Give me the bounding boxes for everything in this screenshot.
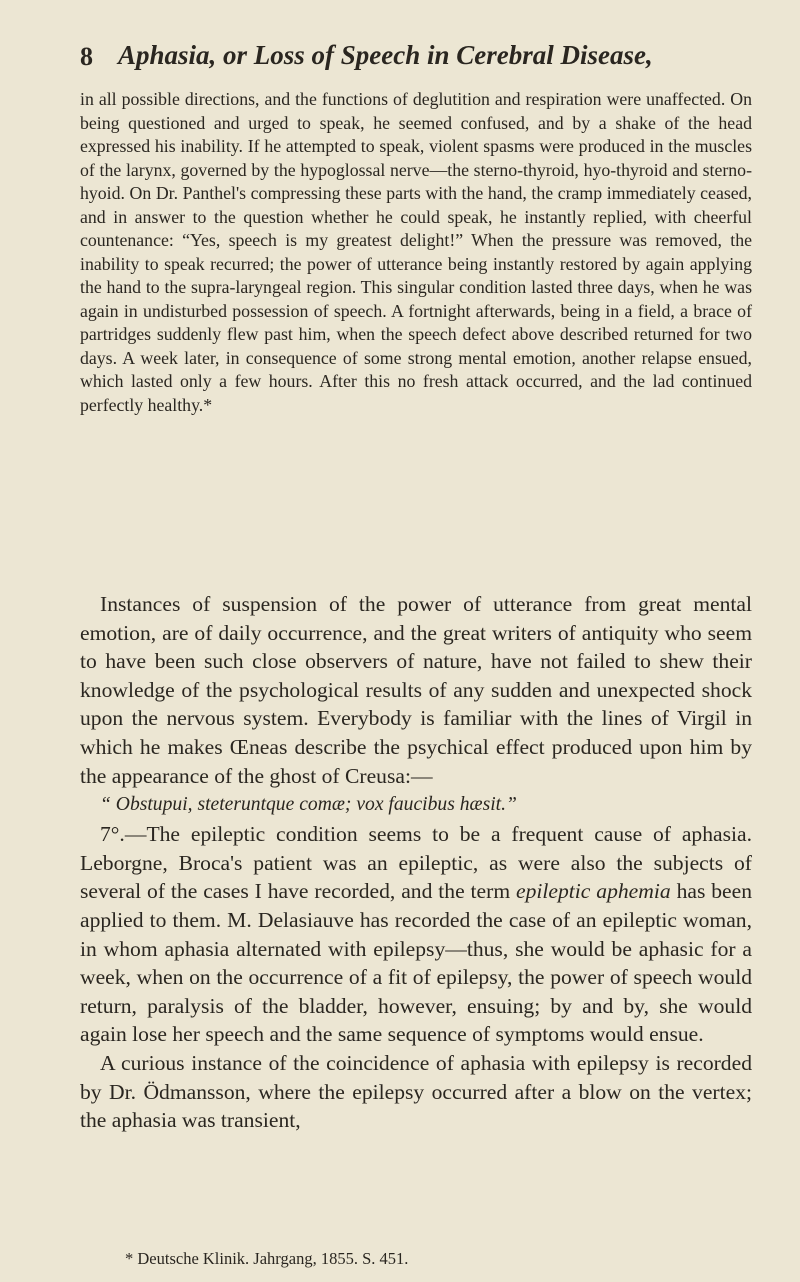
paragraph-epileptic-condition xyxy=(80,820,752,1049)
paragraph-curious-instance: A curious instance of the coincidence of aphasia with epilepsy is recorded by Dr. Ödmansson, where the epilepsy occurred after a blow on the vertex; the aphasia was transient, xyxy=(80,1050,752,1133)
main-type-block xyxy=(80,590,752,1135)
paragraph-epileptic-text-b: has been applied to them. M. Delasiauve has recorded the case of an epileptic woman, in whom aphasia alternated with epilepsy—thus, she would be aphasic for a week, when on the occurrence of a fit of epilepsy, the power of speech would return, paralysis of the bladder, however, ensuing; by and by, she would again lose her speech and the same sequence of symptoms would ensue. xyxy=(80,879,753,1047)
page-number: 8 xyxy=(80,42,93,71)
section-number: 7°. xyxy=(100,822,125,847)
paragraph-case-report: in all possible directions, and the functions of deglutition and respiration were unaffected. On being questioned and urged to speak, he seemed confused, and by a shake of the head expressed his inability. If he attempted to speak, violent spasms were produced in the muscles of the larynx, governed by the hypoglossal nerve—the sterno-thyroid, hyo-thyroid and sterno-hyoid. On Dr. Panthel's compressing these parts with the hand, the cramp immediately ceased, and in answer to the question whether he could speak, he instantly replied, with cheerful countenance: “Yes, speech is my greatest delight!” When the pressure was removed, the inability to speak recurred; the power of utterance being instantly restored by again applying the hand to the supra-laryngeal region. This singular condition lasted three days, when he was again in undisturbed possession of speech. A fortnight afterwards, being in a field, a brace of partridges suddenly flew past him, when the speech defect above described returned for two days. A week later, in consequence of some strong mental emotion, another relapse ensued, which lasted only a few hours. After this no fresh attack occurred, and the lad continued perfectly healthy.* xyxy=(80,89,752,415)
term-epileptic-aphemia: epileptic aphemia xyxy=(516,879,671,904)
footnote: * Deutsche Klinik. Jahrgang, 1855. S. 451. xyxy=(125,1249,409,1268)
paragraph-epileptic-text-a: —The epileptic condition seems to be a frequent cause of aphasia. Leborgne, Broca's patient was an epileptic, as were also the subjects of several of the cases I have recorded, and the term xyxy=(80,822,752,904)
paragraph-emotion-instances: Instances of suspension of the power of utterance from great mental emotion, are of daily occurrence, and the great writers of antiquity who seem to have been such close observers of nature, have not failed to shew their knowledge of the psychological results of any sudden and unexpected shock upon the nervous system. Everybody is familiar with the lines of Virgil in which he makes Œneas describe the psychical effect produced upon him by the appearance of the ghost of Creusa:— xyxy=(80,592,752,788)
page-header xyxy=(80,40,750,74)
virgil-quote: “ Obstupui, steteruntque comæ; vox faucibus hæsit.” xyxy=(100,794,517,816)
small-type-block xyxy=(80,88,752,417)
running-title: Aphasia, or Loss of Speech in Cerebral Disease, xyxy=(118,40,653,70)
